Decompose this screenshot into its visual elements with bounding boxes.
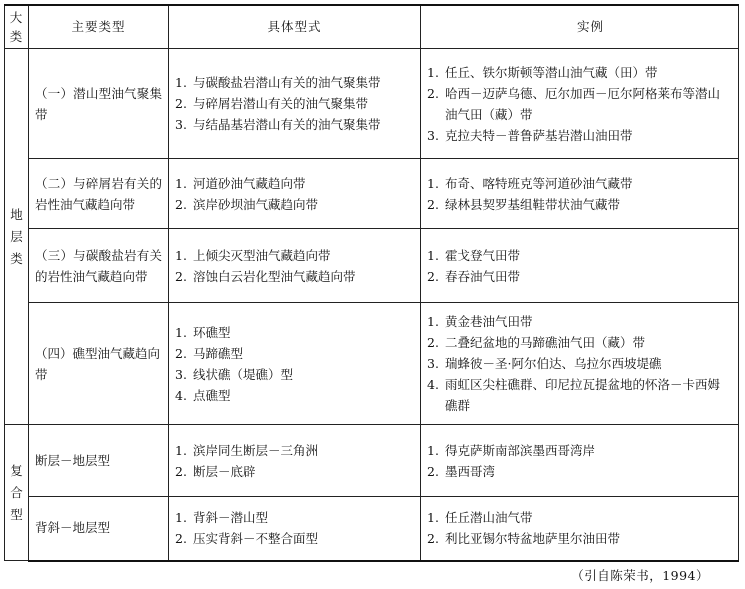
examples-cell: [421, 497, 739, 561]
list-item: 2. 断层－底辟: [175, 463, 256, 479]
category-char: 合: [10, 484, 23, 500]
main-type-cell: （三）与碳酸盐岩有关的岩性油气藏趋向带: [29, 229, 169, 303]
list-item: 1. 背斜－潜山型: [175, 510, 269, 526]
list-item: 1. 布奇、喀特班克等河道砂油气藏带: [427, 175, 633, 191]
list-item: 2. 压实背斜－不整合面型: [175, 531, 319, 547]
list-item: 3. 瑞蜂彼－圣·阿尔伯达、乌拉尔西坡堤礁: [427, 356, 662, 371]
table-row: [5, 497, 739, 561]
category-cell: [5, 49, 29, 425]
list-item: 1. 环礁型: [175, 324, 231, 340]
list-item: 2. 墨西哥湾: [427, 463, 496, 479]
table-row: [5, 229, 739, 303]
forms-cell: [169, 425, 421, 497]
header-main-type: 主要类型: [29, 5, 169, 49]
header-specific-form: 具体型式: [169, 5, 421, 49]
category-char: 型: [10, 506, 23, 522]
main-type-cell: （二）与碎屑岩有关的岩性油气藏趋向带: [29, 159, 169, 229]
table-row: [5, 425, 739, 497]
main-type-cell: 背斜－地层型: [29, 497, 169, 561]
list-item: 3. 线状礁（堤礁）型: [175, 366, 294, 382]
list-item: 2. 利比亚锡尔特盆地萨里尔油田带: [427, 531, 621, 547]
list-item: 1. 黄金巷油气田带: [427, 314, 533, 329]
classification-table: [4, 4, 739, 562]
header-category-char: 类: [9, 29, 24, 44]
list-item: 1. 河道砂油气藏趋向带: [175, 175, 306, 191]
forms-cell: [169, 303, 421, 425]
main-type-cell: （一）潜山型油气聚集带: [29, 49, 169, 159]
list-item: 1. 上倾尖灭型油气藏趋向带: [175, 247, 331, 263]
list-item: 2. 哈西－迈萨乌德、厄尔加西－厄尔阿格莱布等潜山油气田（藏）带: [427, 85, 721, 122]
category-cell: [5, 425, 29, 561]
category-char: 层: [10, 228, 23, 244]
examples-cell: [421, 425, 739, 497]
list-item: 1. 任丘、铁尔斯顿等潜山油气藏（田）带: [427, 64, 658, 80]
examples-cell: [421, 303, 739, 425]
main-type-cell: 断层－地层型: [29, 425, 169, 497]
list-item: 2. 马蹄礁型: [175, 345, 244, 361]
table-row: [5, 159, 739, 229]
main-type-cell: （四）礁型油气藏趋向带: [29, 303, 169, 425]
forms-cell: [169, 229, 421, 303]
list-item: 1. 与碳酸盐岩潜山有关的油气聚集带: [175, 75, 381, 90]
list-item: 2. 与碎屑岩潜山有关的油气聚集带: [175, 96, 369, 111]
examples-cell: [421, 229, 739, 303]
table-row: [5, 49, 739, 159]
category-char: 类: [10, 250, 23, 266]
list-item: 2. 春吞油气田带: [427, 268, 521, 284]
list-item: 1. 霍戈登气田带: [427, 247, 521, 263]
list-item: 1. 得克萨斯南部滨墨西哥湾岸: [427, 442, 596, 458]
table-row: [5, 303, 739, 425]
list-item: 1. 滨岸同生断层－三角洲: [175, 442, 319, 458]
list-item: 1. 任丘潜山油气带: [427, 510, 533, 526]
category-char: 复: [10, 462, 23, 478]
list-item: 4. 雨虹区尖柱礁群、印尼拉瓦提盆地的怀洛－卡西姆礁群: [427, 377, 721, 413]
list-item: 4. 点礁型: [175, 387, 231, 403]
list-item: 3. 克拉夫特－普鲁萨基岩潜山油田带: [427, 127, 633, 143]
forms-cell: [169, 497, 421, 561]
examples-cell: [421, 159, 739, 229]
list-item: 2. 绿林县契罗基组鞋带状油气藏带: [427, 196, 621, 212]
forms-cell: [169, 159, 421, 229]
category-char: 地: [10, 206, 23, 222]
header-row: [5, 5, 739, 49]
examples-cell: [421, 49, 739, 159]
forms-cell: [169, 49, 421, 159]
header-category: [5, 5, 29, 49]
list-item: 2. 二叠纪盆地的马蹄礁油气田（藏）带: [427, 335, 646, 350]
list-item: 2. 滨岸砂坝油气藏趋向带: [175, 196, 319, 212]
list-item: 3. 与结晶基岩潜山有关的油气聚集带: [175, 117, 381, 132]
header-examples: 实例: [421, 5, 739, 49]
header-category-char: 大: [9, 10, 24, 25]
citation: （引自陈荣书，1994）: [571, 568, 709, 583]
list-item: 2. 溶蚀白云岩化型油气藏趋向带: [175, 268, 356, 284]
